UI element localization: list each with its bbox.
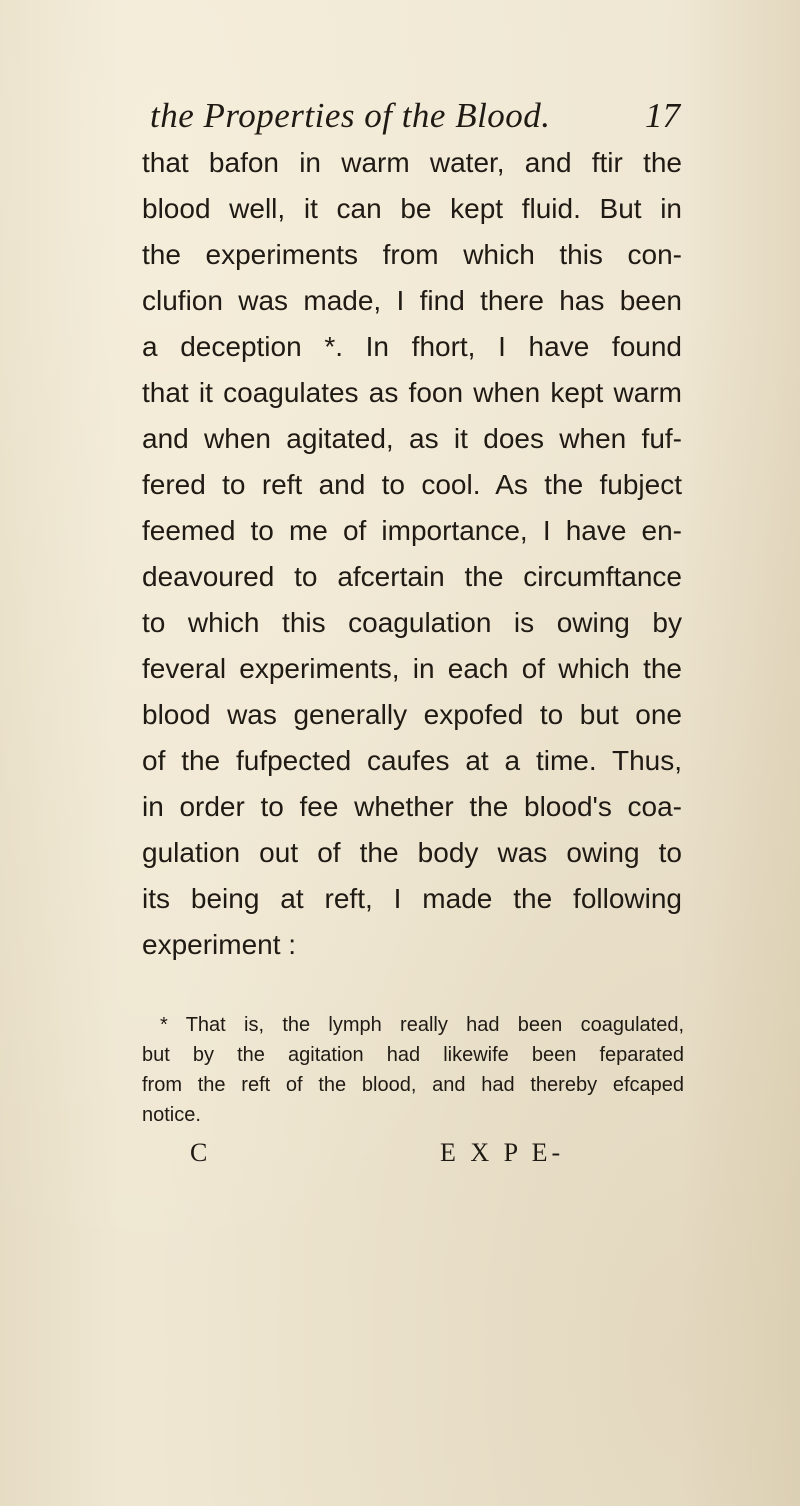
text-line: and when agitated, as it does when fuf- bbox=[142, 423, 682, 454]
text-line: in order to fee whether the blood's coa- bbox=[142, 791, 682, 822]
page-number: 17 bbox=[645, 96, 680, 135]
text-line: fered to reft and to cool. As the fubject bbox=[142, 469, 682, 500]
text-line: deavoured to afcertain the circumftance bbox=[142, 561, 682, 592]
text-line: to which this coagulation is owing by bbox=[142, 607, 682, 638]
text-line: that bafon in warm water, and ftir the bbox=[142, 147, 682, 178]
footnote-line: from the reft of the blood, and had thereby efcaped bbox=[142, 1074, 684, 1096]
text-line: of the fufpected caufes at a time. Thus, bbox=[142, 745, 682, 776]
text-line: its being at reft, I made the following bbox=[142, 883, 682, 914]
body-text bbox=[142, 140, 682, 968]
text-line: the experiments from which this con- bbox=[142, 239, 682, 270]
text-line: that it coagulates as foon when kept warm bbox=[142, 377, 682, 408]
page-header bbox=[150, 96, 680, 146]
text-line: a deception *. In fhort, I have found bbox=[142, 331, 682, 362]
text-line: feemed to me of importance, I have en- bbox=[142, 515, 682, 546]
text-line: clufion was made, I find there has been bbox=[142, 285, 682, 316]
signature-mark: C bbox=[190, 1138, 208, 1167]
text-line: feveral experiments, in each of which the bbox=[142, 653, 682, 684]
text-line: experiment : bbox=[142, 929, 297, 960]
text-line: blood well, it can be kept fluid. But in bbox=[142, 193, 682, 224]
text-line: blood was generally expofed to but one bbox=[142, 699, 682, 730]
footnote bbox=[142, 1010, 684, 1130]
footnote-line: * That is, the lymph really had been coagulated, bbox=[160, 1014, 684, 1036]
footnote-line: but by the agitation had likewife been feparated bbox=[142, 1044, 684, 1066]
catchword: E X P E- bbox=[440, 1138, 565, 1167]
footnote-line: notice. bbox=[142, 1104, 201, 1126]
text-line: gulation out of the body was owing to bbox=[142, 837, 682, 868]
running-title: the Properties of the Blood. bbox=[150, 96, 551, 135]
